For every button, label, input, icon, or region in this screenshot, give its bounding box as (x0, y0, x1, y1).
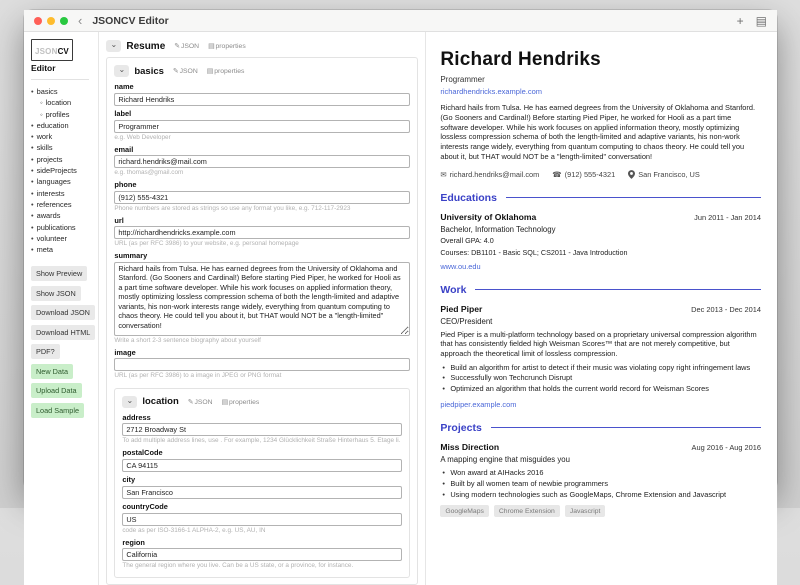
sidebar-item-publications[interactable]: • publications (31, 222, 95, 233)
tab-overview-icon[interactable]: ▤ (755, 13, 767, 28)
basics-properties-link[interactable]: ▤properties (206, 68, 245, 75)
sidebar-item-projects[interactable]: • projects (31, 154, 95, 165)
new-tab-icon[interactable]: + (736, 13, 744, 28)
resume-container (106, 57, 418, 585)
preview-contact-row (440, 170, 761, 179)
show-json-button[interactable]: Show JSON (31, 286, 81, 301)
field-postalcode (122, 448, 402, 472)
url-field-label: url (114, 215, 124, 225)
field-image (114, 348, 410, 380)
field-phone (114, 180, 410, 212)
field-name (114, 82, 410, 106)
contact-phone: ☎ (912) 555-4321 (552, 169, 616, 179)
education-section (440, 192, 761, 271)
envelope-icon: ✉ (440, 169, 447, 179)
resume-collapse-button[interactable] (106, 40, 121, 52)
sidebar-item-profiles[interactable]: ◦ profiles (31, 109, 95, 120)
minimize-window-button[interactable] (47, 17, 55, 25)
sidebar-item-interests[interactable]: • interests (31, 188, 95, 199)
field-address (122, 413, 402, 445)
field-email (114, 145, 410, 177)
resume-preview-panel (426, 32, 777, 585)
name-input[interactable] (114, 93, 410, 106)
location-properties-link[interactable]: ▤properties (221, 398, 260, 406)
address-field-label: address (122, 412, 151, 422)
city-input[interactable] (122, 486, 402, 499)
image-field-label: image (114, 347, 136, 357)
project-description: A mapping engine that misguides you (440, 454, 570, 464)
sidebar-item-volunteer[interactable]: • volunteer (31, 233, 95, 244)
upload-data-button[interactable]: Upload Data (31, 383, 82, 398)
project-tags (440, 505, 761, 517)
work-dates: Dec 2013 - Dec 2014 (691, 304, 761, 314)
sidebar-item-basics[interactable]: • basics (31, 86, 95, 97)
sidebar-item-references[interactable]: • references (31, 199, 95, 210)
work-highlights (440, 363, 761, 395)
preview-summary: Richard hails from Tulsa. He has earned degrees from the University of Oklahoma and Stanford. (Go Sooners and Cardinal!) Before starting Pied Piper, he worked for Hooli as a part time software developer. While his work focuses on applied information theory, mostly optimizing lossless compression schema of both the length-limited and adaptive variants, his non-work interests range widely, everything from quantum computing to chaos theory. He could tell you about it, but THAT would NOT be a "length-limited" conversation! (440, 103, 756, 161)
traffic-lights (34, 17, 68, 25)
work-link[interactable]: piedpiper.example.com (440, 399, 517, 409)
region-field-label: region (122, 537, 145, 547)
logo-subtitle: Editor (31, 63, 56, 73)
address-input[interactable] (122, 423, 402, 436)
project-entry (440, 442, 761, 517)
work-highlight: • Optimized an algorithm that holds the current world record for Weisman Scores (440, 384, 761, 395)
label-field-hint: e.g. Web Developer (114, 133, 171, 141)
summary-textarea[interactable] (114, 262, 410, 336)
education-courses: Courses: DB1101 - Basic SQL; CS2011 - Java Introduction (440, 247, 628, 257)
image-field-hint: URL (as per RFC 3986) to a image in JPEG or PNG format (114, 372, 282, 379)
pencil-icon: ✎ (187, 398, 194, 406)
countrycode-field-label: countryCode (122, 502, 168, 511)
education-heading: Educations (440, 192, 761, 204)
sidebar-item-location[interactable]: ◦ location (31, 97, 95, 108)
contact-location: San Francisco, US (628, 170, 700, 179)
logo-cv-text: CV (57, 47, 69, 56)
sidebar-actions (31, 266, 95, 418)
load-sample-button[interactable]: Load Sample (31, 403, 84, 418)
project-highlight: • Using modern technologies such as GoogleMaps, Chrome Extension and Javascript (440, 490, 761, 501)
project-highlights (440, 468, 761, 500)
region-field-hint: The general region where you live. Can be a US state, or a province, for instance. (122, 562, 354, 569)
titlebar (24, 10, 777, 32)
show-preview-button[interactable]: Show Preview (31, 266, 87, 281)
projects-heading: Projects (440, 422, 761, 434)
work-company: Pied Piper (440, 303, 483, 314)
image-input[interactable] (114, 358, 410, 371)
sidebar-item-meta[interactable]: • meta (31, 244, 95, 255)
location-container (114, 388, 410, 579)
education-entry (440, 212, 761, 271)
work-heading: Work (440, 284, 761, 296)
preview-name: Richard Hendriks (440, 49, 601, 70)
project-tag: Chrome Extension (494, 505, 560, 517)
field-label (114, 109, 410, 141)
resume-section-header (106, 40, 418, 52)
city-field-label: city (122, 475, 136, 484)
sidebar-item-languages[interactable]: • languages (31, 176, 95, 187)
field-region (122, 538, 402, 570)
work-summary: Pied Piper is a multi-platform technology based on a proprietary universal compression algorithm that has consistently fielded high Weisman Scores™ that are not merely competitive, but approach the theoretical limit of lossless compression. (440, 329, 757, 358)
chevron-down-icon: ⌄ (126, 395, 134, 405)
phone-icon: ☎ (552, 169, 562, 179)
location-section-header (122, 396, 402, 408)
window-title: JSONCV Editor (92, 14, 169, 27)
label-field-label: label (114, 109, 132, 118)
education-degree: Bachelor, Information Technology (440, 224, 556, 234)
countrycode-field-hint: code as per ISO-3166-1 ALPHA-2, e.g. US, AU, IN (122, 526, 266, 534)
resume-properties-link[interactable]: ▤properties (208, 43, 246, 50)
label-input[interactable] (114, 120, 410, 133)
postalcode-input[interactable] (122, 459, 402, 472)
project-dates: Aug 2016 - Aug 2016 (691, 442, 761, 452)
project-tag: GoogleMaps (440, 505, 489, 517)
field-countrycode (122, 502, 402, 534)
postalcode-field-label: postalCode (122, 448, 163, 457)
email-input[interactable] (114, 155, 410, 168)
pencil-icon: ✎ (172, 68, 179, 75)
zoom-window-button[interactable] (60, 17, 68, 25)
phone-field-hint: Phone numbers are stored as strings so use any format you like, e.g. 712-117-2923 (114, 204, 351, 212)
download-html-button[interactable]: Download HTML (31, 325, 95, 340)
field-city (122, 475, 402, 499)
resume-json-link[interactable]: ✎JSON (174, 43, 200, 50)
phone-field-label: phone (114, 180, 137, 189)
pencil-icon: ✎ (174, 43, 180, 50)
location-collapse-button[interactable] (122, 396, 137, 408)
sidebar-item-work[interactable]: • work (31, 131, 95, 142)
project-name: Miss Direction (440, 441, 500, 452)
sidebar-divider (31, 79, 89, 80)
email-field-label: email (114, 144, 134, 154)
education-institution: University of Oklahoma (440, 211, 537, 222)
location-section-title: location (142, 396, 179, 407)
basics-section-title: basics (134, 65, 164, 77)
properties-icon: ▤ (208, 43, 215, 50)
summary-field-label: summary (114, 251, 148, 260)
location-pin-icon (628, 170, 635, 179)
url-field-hint: URL (as per RFC 3986) to your website, e.g. personal homepage (114, 240, 299, 247)
properties-icon: ▤ (221, 398, 229, 406)
work-highlight: • Build an algorithm for artist to detect if their music was violating copy right infringement laws (440, 363, 761, 374)
chevron-down-icon: ⌄ (118, 65, 126, 74)
summary-field-hint: Write a short 2-3 sentence biography about yourself (114, 336, 261, 344)
project-tag: Javascript (565, 505, 606, 517)
field-url (114, 216, 410, 248)
education-dates: Jun 2011 - Jan 2014 (694, 212, 761, 222)
work-section (440, 284, 761, 409)
basics-section-header (114, 65, 410, 77)
download-json-button[interactable]: Download JSON (31, 305, 95, 320)
preview-website-link[interactable]: richardhendricks.example.com (440, 87, 543, 96)
close-window-button[interactable] (34, 17, 42, 25)
resume-section-title: Resume (126, 40, 166, 52)
phone-input[interactable] (114, 191, 410, 204)
properties-icon: ▤ (206, 68, 214, 75)
sidebar (24, 32, 99, 585)
project-highlight: • Won award at AIHacks 2016 (440, 468, 761, 479)
sidebar-item-sideprojects[interactable]: • sideProjects (31, 165, 95, 176)
jsoncv-logo (31, 39, 73, 61)
field-summary (114, 251, 410, 344)
sidebar-item-awards[interactable]: • awards (31, 210, 95, 221)
contact-email: ✉ richard.hendriks@mail.com (440, 169, 540, 179)
email-field-hint: e.g. thomas@gmail.com (114, 169, 184, 176)
new-data-button[interactable]: New Data (31, 364, 73, 379)
education-link[interactable]: www.ou.edu (440, 261, 481, 271)
work-entry (440, 304, 761, 409)
preview-job-title: Programmer (440, 75, 485, 84)
chevron-down-icon: ⌄ (110, 40, 118, 49)
basics-collapse-button[interactable] (114, 65, 129, 77)
sidebar-item-education[interactable]: • education (31, 120, 95, 131)
project-highlight: • Built by all women team of newbie programmers (440, 479, 761, 490)
work-position: CEO/President (440, 316, 493, 326)
form-editor-panel (99, 32, 426, 585)
education-gpa: Overall GPA: 4.0 (440, 236, 494, 246)
logo-json-text: JSON (35, 47, 58, 56)
url-input[interactable] (114, 226, 410, 239)
name-field-label: name (114, 82, 134, 91)
location-json-link[interactable]: ✎JSON (187, 398, 213, 406)
sidebar-item-skills[interactable]: • skills (31, 142, 95, 153)
countrycode-input[interactable] (122, 513, 402, 526)
pdf-button[interactable]: PDF? (31, 344, 60, 359)
address-field-hint: To add multiple address lines, use . For example, 1234 Glücklichkeit Straße Hinterhaus 5. Etage li. (122, 437, 401, 444)
work-highlight: • Successfully won Techcrunch Disrupt (440, 373, 761, 384)
app-window (24, 10, 777, 569)
projects-section (440, 422, 761, 517)
basics-json-link[interactable]: ✎JSON (172, 68, 198, 75)
region-input[interactable] (122, 548, 402, 561)
back-chevron-icon[interactable]: ‹ (78, 13, 83, 28)
